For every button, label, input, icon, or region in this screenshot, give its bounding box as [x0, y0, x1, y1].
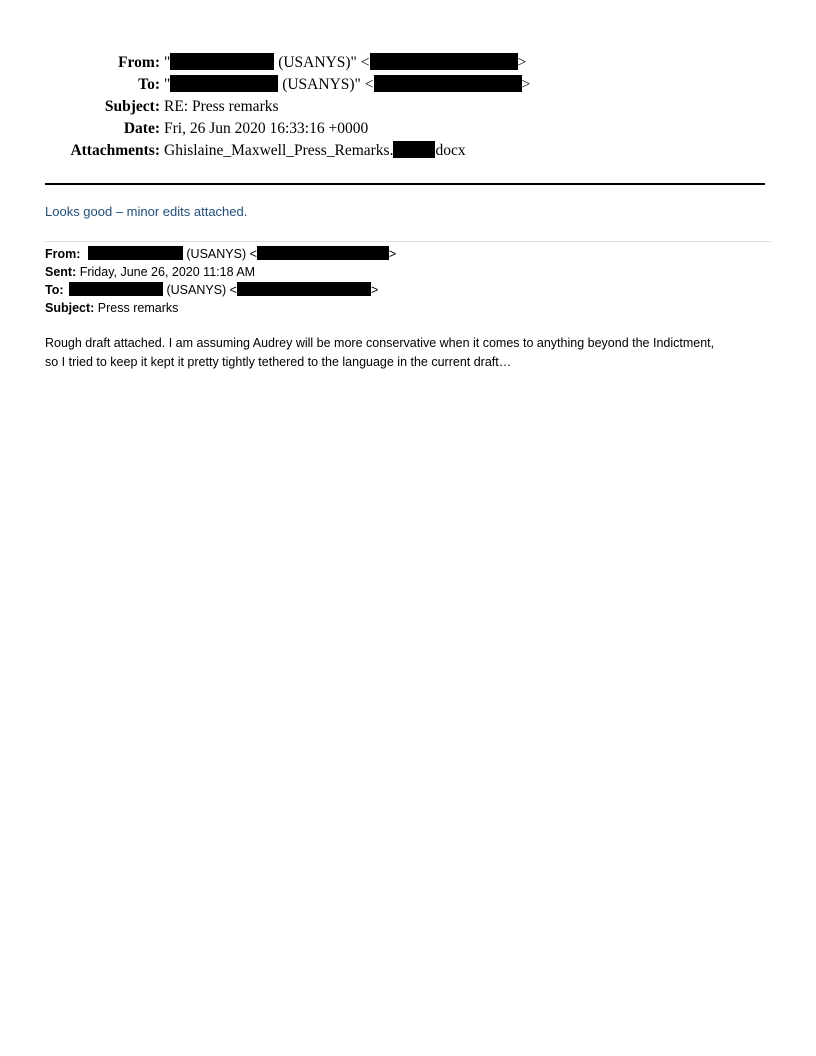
- quoted-subject-label: Subject:: [45, 301, 95, 315]
- redaction-box: [170, 53, 274, 70]
- quoted-subject-value: Press remarks: [94, 301, 179, 315]
- quoted-to-label: To:: [45, 283, 64, 297]
- quoted-sent-value: Friday, June 26, 2020 11:18 AM: [76, 265, 256, 279]
- quoted-message-header: [45, 245, 775, 317]
- from-label: From:: [118, 54, 160, 71]
- header-from-row: [0, 52, 816, 74]
- quoted-sent-row: [45, 263, 775, 281]
- quoted-to-row: To: (USANYS) < >: [45, 283, 379, 297]
- email-header: [0, 52, 816, 162]
- quoted-subject-row: [45, 299, 775, 317]
- body-line: Rough draft attached. I am assuming Audrey will be more conservative when it comes to anything beyond the Indictment,: [45, 336, 715, 350]
- redaction-box: [237, 282, 371, 296]
- redaction-box: [69, 282, 163, 296]
- from-value: " (USANYS)" < >: [164, 54, 527, 71]
- subject-label: Subject:: [104, 98, 160, 115]
- header-attachments-row: [0, 140, 816, 162]
- attachments-label: Attachments:: [70, 142, 160, 159]
- quoted-sent-label: Sent:: [45, 265, 77, 279]
- header-subject-row: [0, 96, 816, 118]
- quoted-from-label: From:: [45, 247, 81, 261]
- to-value: " (USANYS)" < >: [164, 76, 531, 93]
- header-date-row: [0, 118, 816, 140]
- header-to-row: [0, 74, 816, 96]
- to-label: To:: [138, 76, 160, 93]
- reply-text: Looks good – minor edits attached.: [45, 204, 248, 219]
- subject-value: RE: Press remarks: [164, 98, 279, 115]
- redaction-box: [370, 53, 518, 70]
- date-label: Date:: [123, 120, 160, 137]
- redaction-box: [170, 75, 278, 92]
- message-body: [45, 334, 775, 372]
- redaction-box: [257, 246, 389, 260]
- attachment-filename[interactable]: Ghislaine_Maxwell_Press_Remarks. docx: [164, 142, 466, 159]
- quoted-divider: [45, 241, 771, 242]
- date-value: Fri, 26 Jun 2020 16:33:16 +0000: [164, 120, 369, 137]
- redaction-box: [374, 75, 522, 92]
- quoted-from-row: From: (USANYS) < >: [45, 247, 397, 261]
- body-line: so I tried to keep it kept it pretty tightly tethered to the language in the current draft…: [45, 355, 512, 369]
- redaction-box: [393, 141, 435, 158]
- header-divider: [45, 183, 765, 185]
- redaction-box: [88, 246, 183, 260]
